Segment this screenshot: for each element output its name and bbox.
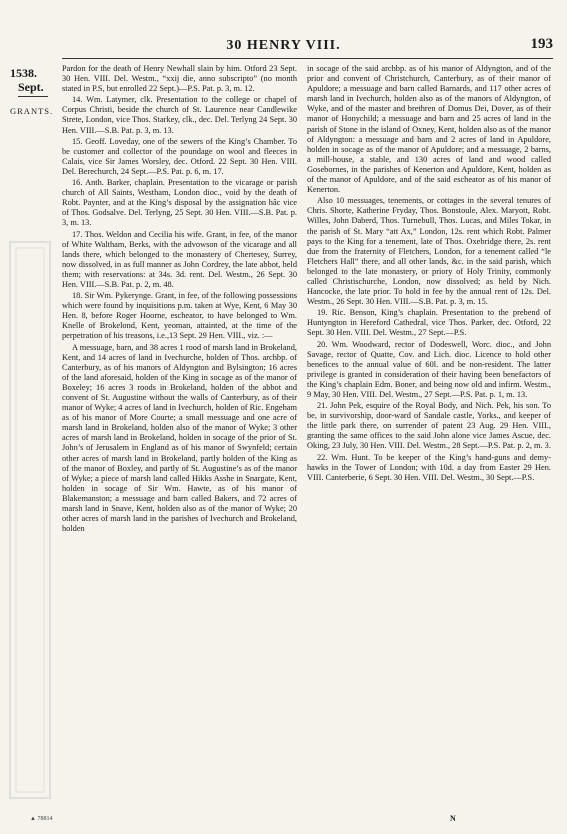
paragraph: 19. Ric. Benson, King’s chaplain. Presentation to the prebend of Huntyngton in Hereford Cathedral, vice Thos. Parker, dec. Otford, 22 Sept. 30 Hen. VIII. Del. Westm., 27 Sept.—P.S. [307,308,551,338]
margin-month-rule [18,96,48,97]
paragraph: 15. Geoff. Loveday, one of the sewers of the King’s Chamber. To be customer and collector of the poundage on wool and fleeces in Calais, vice Sir James Worsley, dec. Otford. 22 Sept. 30 Hen. VIII. Del. Berechurch, 24 Sept.—P.S. Pat. p. 6, m. 17. [62,136,297,176]
paragraph: 21. John Pek, esquire of the Royal Body, and Nich. Pek, his son. To be, in survivorship, door-ward of Sandale castle, Yorks., and keeper of the little park there, on surrender of patent 23 Aug. 29 Hen. VIII., granting the same offices to the said John alone vice James Ascue, dec. Oking, 23 July, 30 Hen. VIII. Del. Westm., 28 Sept.—P.S. Pat. p. 2, m. 3. [307,401,551,451]
paragraph: 20. Wm. Woodward, rector of Dodeswell, Worc. dioc., and John Savage, rector of Quatte, Cov. and Lich. dioc. Licence to hold other benefices to the annual value of 60l. and be non-resident. The latter privilege is granted in consideration of their having been benefactors of the King’s chaplain Edm. Boner, and being now old and infirm. Westm., 9 May, 30 Hen. VIII. Del. Westm., 27 Sept.—P.S. Pat. p. 1, m. 13. [307,339,551,399]
paragraph: 17. Thos. Weldon and Cecilia his wife. Grant, in fee, of the manor of White Waltham, Berks, with the advowson of the vicarage and all lands there, which belonged to the monastery of Chertesey, Surrey, now dissolved, in as full manner as John Cordrey, the late abbot, held them; with reservations: at 34s. 3d. rent. Del. Westm., 26 Sept. 30 Hen. VIII.—S.B. Pat. p. 2, m. 48. [62,229,297,289]
paragraph: in socage of the said archbp. as of his manor of Aldyngton, and of the prior and convent of Christchurch, Canterbury, as of their manor of Apuldore; a messuage and barn called Barnards, and 117 other acres of marsh land in Ivechurch, holden also as of the manors of Aldyngton, of Wyke, and of the master and brethren of Domus Dei, Dover, as of their manor of Honychild; a messuage and barn and 25 acres of land in the parish of Stone in the island of Oxney, Kent, holden also as of the manor of Aldyngton: a messuage and barn and 2 acres of land in Apuldore, holden in socage as of the manor of Apuldore; and a messuage, 2 barns, a mill-house, a stable, and 130 acres of land and wood called Gosebornes, in the parishes of Kenerton and Apuldore, Kent, holden as of the manor of Apuldore, and of the said escheator as of his manor of Kenerton. [307,64,551,195]
paragraph: Pardon for the death of Henry Newhall slain by him. Otford 23 Sept. 30 Hen. VIII. Del. Westm., “xxij die, anno subscripto” (no month stated in P.S, but enrolled 22 Sept.)—P.S. Pat. p. 3, m. 12. [62,64,297,94]
paragraph: 14. Wm. Latymer, clk. Presentation to the college or chapel of Corpus Christi, beside the church of St. Laurence near Candlewike Strete, London, vice Thos. Starkey, clk., dec. Del. Terlyng 24 Sept. 30 Hen. VIII.—S.B. Pat. p. 3, m. 13. [62,95,297,135]
running-header-title: 30 HENRY VIII. [226,38,341,53]
page-number: 193 [530,36,553,52]
text-column-right [307,64,551,769]
text-column-left [62,64,297,769]
footer-print-code: ▲ 78814 [30,816,53,822]
paragraph: A messuage, barn, and 38 acres 1 rood of marsh land in Brokeland, Kent, and 14 acres of land in Ivechurche, holden of Thos. archbp. of Canterbury, as of his manors of Aldyngton and Bylsington; 16 acres of the land aforesaid, holden of the King in socage as of the manor of Boxeley; 16 acres 3 roods in Brokeland, holden of the abbot and convent of St. Augustine without the walls of Canterbury, as of their manor of Wyke; 4 acres of land in Ivechurch, holden of Ric. Engeham as of his manor of More Courte; a small messuage and one acre of marsh land in Brokeland, holden also of the manor of Wyke; 3 other acres of marsh land in Brokeland, holden in socage of the prior of St. John’s of Jerusalem in England as of his manor of Swynfeld; certain other acres of marsh land in Brokeland, partly holden of the King as of the manor of Boxley, and partly of St. Augustine’s as of the manor of Wyke; a piece of marsh land called Hikks Asshe in Snargate, Kent, holden in socage of Sir Wm. Hawte, as of his manor of Blakemanston; a messuage and barn called Bakers, and 72 acres of marsh land in Snave, Kent, holden also as of the manor of Wyke; 20 other acres of marsh land in the parishes of Ivechurch and Brokeland, holden [62,342,297,534]
library-watermark-stamp [8,240,52,800]
footer-signature-mark: N [450,814,456,823]
header-rule [62,58,553,59]
paragraph: 18. Sir Wm. Pykerynge. Grant, in fee, of the following possessions which were found by inquisitions p.m. taken at Wye, Kent, 6 May 30 Hen. 8, before Roger Hoorne, escheator, to have belonged to Wm. Knelle of Brokelond, Kent, yeoman, attainted, at the time of the perpetration of his treasons, i.e.,13 Sept. 29 Hen. VIII., viz. :— [62,291,297,341]
margin-month: Sept. [18,80,44,94]
paragraph: Also 10 messuages, tenements, or cottages in the several tenures of Chris. Shorte, Katherine Fryday, Thos. Bonstoule, Alex. Maryott, Robt. Willes, John Daberd, Thos. Turnebull, Thos. Lucas, and Miles Tokar, in the parish of St. Mary “att Ax,” London, 12s. rent which Robt. Palmer pays to the King for a tenement, late of Thos. Oxebridge there, 2s. rent due from the fraternity of Fletchers, London, for a tenement called “le Fletchers Hall” there, and all other lands, &c. in the said parish, which belonged to the late monastery, or priory of Holy Trinity, commonly called Christischurche, London, now dissolved; as held by Nich. Hancocke, the late prior. To hold in fee by the annual rent of 12s. Del. Westm., 26 Sept. 30 Hen. VIII.—S.B. Pat. p. 3, m. 15. [307,196,551,307]
margin-section-label: GRANTS. [10,106,54,116]
margin-year: 1538. [10,66,37,80]
paragraph: 16. Anth. Barker, chaplain. Presentation to the vicarage or parish church of All Saints, Westham, London dioc., void by the death of Robt. Paynter, and at the King’s disposal by the assignation hâc vice of Thos. Godsalve. Del. Terlyng, 25 Sept. 30 Hen. VIII.—S.B. Pat. p. 3, m. 13. [62,178,297,228]
paragraph: 22. Wm. Hunt. To be keeper of the King’s hand-guns and demy-hawks in the Tower of London; with 10d. a day from Easter 29 Hen. VIII. Canterberie, 6 Sept. 30 Hen. VIII. Del. Westm., 30 Sept.—P.S. [307,452,551,482]
